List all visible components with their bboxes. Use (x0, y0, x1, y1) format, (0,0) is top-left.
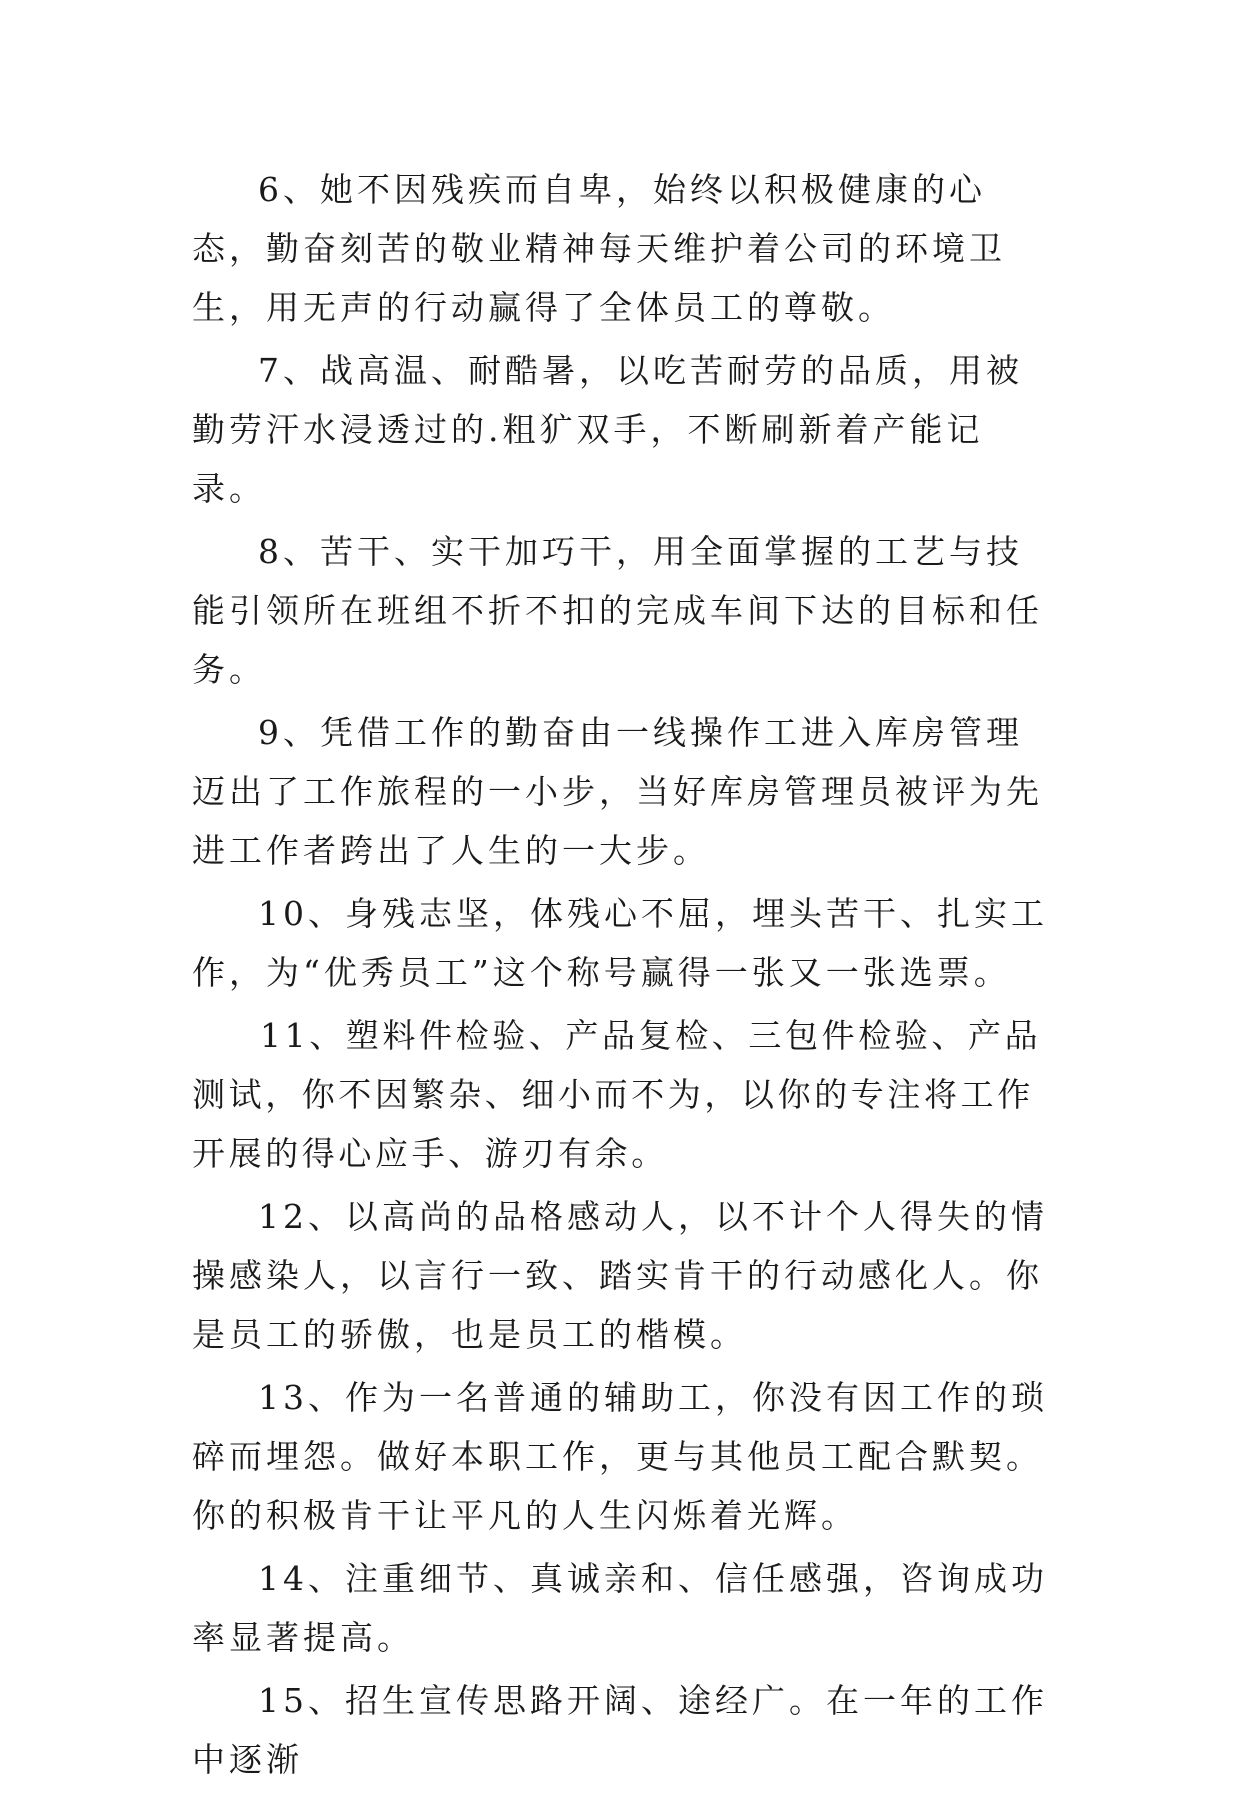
paragraph-14: 14、注重细节、真诚亲和、信任感强，咨询成功率显著提高。 (192, 1559, 1048, 1657)
document-body (192, 160, 1052, 1793)
paragraph-8: 8、苦干、实干加巧干，用全面掌握的工艺与技能引领所在班组不折不扣的完成车间下达的目标和任务。 (192, 532, 1043, 689)
paragraph-15: 15、招生宣传思路开阔、途经广。在一年的工作中逐渐 (192, 1681, 1048, 1779)
paragraph-9: 9、凭借工作的勤奋由一线操作工进入库房管理迈出了工作旅程的一小步，当好库房管理员被评为先进工作者跨出了人生的一大步。 (192, 713, 1043, 870)
paragraph-13: 13、作为一名普通的辅助工，你没有因工作的琐碎而埋怨。做好本职工作，更与其他员工配合默契。你的积极肯干让平凡的人生闪烁着光辉。 (192, 1378, 1048, 1535)
paragraph-11: 11、塑料件检验、产品复检、三包件检验、产品测试，你不因繁杂、细小而不为，以你的专注将工作开展的得心应手、游刃有余。 (192, 1016, 1042, 1173)
paragraph-12: 12、以高尚的品格感动人，以不计个人得失的情操感染人，以言行一致、踏实肯干的行动感化人。你是员工的骄傲，也是员工的楷模。 (192, 1197, 1048, 1354)
paragraph-7: 7、战高温、耐酷暑，以吃苦耐劳的品质，用被勤劳汗水浸透过的.粗犷双手，不断刷新着产能记录。 (192, 351, 1023, 508)
paragraph-10: 10、身残志坚，体残心不屈，埋头苦干、扎实工作，为“优秀员工”这个称号赢得一张又一张选票。 (192, 894, 1048, 992)
paragraph-6: 6、她不因残疾而自卑，始终以积极健康的心态，勤奋刻苦的敬业精神每天维护着公司的环境卫生，用无声的行动赢得了全体员工的尊敬。 (192, 170, 1006, 327)
